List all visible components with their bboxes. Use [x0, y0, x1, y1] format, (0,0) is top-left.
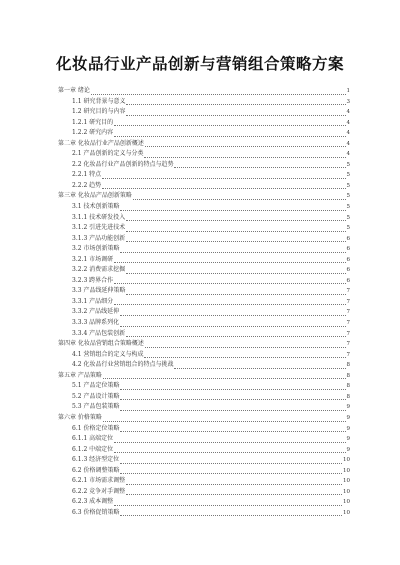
toc-entry-page-number: 7 — [346, 351, 350, 358]
toc-entry[interactable] — [58, 181, 350, 192]
toc-dot-leader — [133, 199, 346, 200]
toc-entry-page-number: 8 — [346, 362, 350, 369]
toc-entry-label: 4.1 营销组合的定义与构成 — [72, 350, 144, 358]
toc-entry[interactable] — [58, 255, 350, 266]
toc-entry[interactable] — [58, 97, 350, 108]
toc-dot-leader — [114, 136, 345, 137]
toc-entry-page-number: 4 — [346, 119, 350, 126]
toc-entry-label: 3.3.3 品牌系列化 — [72, 319, 120, 327]
toc-dot-leader — [114, 262, 345, 263]
toc-entry-label: 3.1.1 技术研发投入 — [72, 213, 126, 221]
toc-entry[interactable] — [58, 487, 350, 498]
toc-entry-page-number: 6 — [346, 256, 350, 263]
toc-entry-label: 6.1.3 经济型定位 — [72, 456, 120, 464]
toc-dot-leader — [114, 125, 345, 126]
toc-dot-leader — [114, 442, 345, 443]
toc-entry[interactable] — [58, 392, 350, 403]
toc-dot-leader — [174, 167, 345, 168]
toc-entry-page-number: 7 — [346, 320, 350, 327]
toc-dot-leader — [126, 104, 345, 105]
toc-entry[interactable] — [58, 307, 350, 318]
toc-entry[interactable] — [58, 118, 350, 129]
toc-entry-page-number: 6 — [346, 277, 350, 284]
toc-dot-leader — [126, 273, 345, 274]
toc-entry-page-number: 4 — [346, 130, 350, 137]
toc-entry-label: 1.1 研究背景与意义 — [72, 97, 126, 105]
toc-entry-page-number: 1 — [346, 88, 350, 94]
toc-entry-page-number: 7 — [346, 309, 350, 316]
toc-dot-leader — [174, 368, 345, 369]
toc-entry-label: 3.3.1 产品细分 — [72, 297, 114, 305]
toc-dot-leader — [126, 220, 345, 221]
toc-entry-page-number: 10 — [343, 488, 350, 495]
toc-dot-leader — [126, 231, 345, 232]
toc-entry-page-number: 9 — [346, 404, 350, 411]
toc-entry-label: 3.2.3 跨界合作 — [72, 276, 114, 284]
toc-dot-leader — [145, 347, 346, 348]
toc-entry-label: 2.2 化妆品行业产品创新的特点与趋势 — [72, 160, 174, 168]
toc-dot-leader — [144, 157, 345, 158]
toc-entry-label: 3.1.2 引进先进技术 — [72, 224, 126, 232]
toc-entry-label: 3.2.1 市场调研 — [72, 255, 114, 263]
toc-entry-label: 2.2.1 特点 — [72, 171, 102, 179]
toc-entry-label: 5.2 产品设计策略 — [72, 392, 120, 400]
toc-entry[interactable] — [58, 445, 350, 456]
toc-entry-label: 4.2 化妆品行业营销组合的特点与挑战 — [72, 361, 174, 369]
toc-entry-page-number: 10 — [343, 509, 350, 516]
toc-dot-leader — [126, 494, 342, 495]
toc-dot-leader — [103, 378, 346, 379]
toc-entry-page-number: 5 — [346, 182, 350, 189]
toc-entry-page-number: 9 — [346, 425, 350, 432]
toc-entry[interactable] — [58, 318, 350, 329]
toc-entry-label: 1.2.2 研究内容 — [72, 129, 114, 137]
toc-entry[interactable] — [58, 424, 350, 435]
toc-dot-leader — [145, 146, 346, 147]
toc-entry[interactable] — [58, 202, 350, 213]
toc-entry-page-number: 8 — [346, 383, 350, 390]
toc-dot-leader — [120, 399, 345, 400]
toc-dot-leader — [114, 283, 345, 284]
toc-entry-page-number: 4 — [346, 140, 350, 147]
toc-entry-label: 3.1 技术创新策略 — [72, 203, 120, 211]
toc-dot-leader — [114, 505, 342, 506]
toc-entry-label: 3.2 市场创新策略 — [72, 245, 120, 253]
toc-entry-label: 2.2.2 趋势 — [72, 181, 102, 189]
toc-entry-label: 6.2 价格调整策略 — [72, 466, 120, 474]
toc-entry[interactable] — [58, 476, 350, 487]
toc-entry-page-number: 9 — [346, 446, 350, 453]
toc-dot-leader — [126, 484, 342, 485]
toc-entry-label: 6.2.1 市场需求调整 — [72, 477, 126, 485]
toc-entry-page-number: 5 — [346, 172, 350, 179]
toc-entry-page-number: 10 — [343, 478, 350, 485]
toc-entry[interactable] — [58, 276, 350, 287]
toc-entry-page-number: 6 — [346, 235, 350, 242]
toc-dot-leader — [91, 94, 346, 95]
toc-dot-leader — [144, 357, 345, 358]
toc-entry[interactable] — [58, 170, 350, 181]
toc-entry-label: 5.3 产品包装策略 — [72, 403, 120, 411]
toc-dot-leader — [102, 188, 345, 189]
toc-entry-label: 1.2.1 研究目的 — [72, 118, 114, 126]
toc-dot-leader — [120, 389, 345, 390]
toc-entry-page-number: 10 — [343, 467, 350, 474]
toc-entry-page-number: 5 — [346, 193, 350, 200]
toc-entry-label: 5.1 产品定位策略 — [72, 382, 120, 390]
toc-entry-page-number: 7 — [346, 330, 350, 337]
toc-entry[interactable] — [58, 455, 350, 466]
toc-dot-leader — [120, 252, 345, 253]
toc-entry-label: 第二章 化妆品行业产品创新概述 — [58, 139, 144, 147]
toc-entry[interactable] — [58, 139, 350, 150]
toc-entry-label: 第四章 化妆品营销组合策略概述 — [58, 340, 144, 348]
toc-entry-label: 第六章 价格策略 — [58, 413, 102, 421]
toc-entry[interactable] — [58, 297, 350, 308]
toc-entry-page-number: 8 — [346, 372, 350, 379]
toc-entry[interactable] — [58, 265, 350, 276]
toc-entry-label: 1.2 研究目的与内容 — [72, 108, 126, 116]
toc-entry[interactable] — [58, 381, 350, 392]
toc-entry-label: 6.1.2 中端定位 — [72, 445, 114, 453]
toc-entry[interactable] — [58, 350, 350, 361]
toc-entry[interactable] — [58, 508, 350, 519]
toc-dot-leader — [120, 431, 345, 432]
toc-entry[interactable] — [58, 191, 350, 202]
toc-entry-label: 6.3 价格促销策略 — [72, 508, 120, 516]
toc-entry-page-number: 3 — [346, 98, 350, 105]
toc-entry-page-number: 7 — [346, 341, 350, 348]
toc-entry-page-number: 5 — [346, 225, 350, 232]
toc-dot-leader — [126, 115, 345, 116]
toc-entry[interactable] — [58, 128, 350, 139]
toc-entry-label: 6.2.2 竞争对手调整 — [72, 487, 126, 495]
toc-dot-leader — [103, 421, 346, 422]
toc-entry[interactable] — [58, 434, 350, 445]
toc-entry-page-number: 6 — [346, 246, 350, 253]
toc-entry-page-number: 10 — [343, 457, 350, 464]
toc-entry[interactable] — [58, 339, 350, 350]
toc-entry-label: 第五章 产品策略 — [58, 371, 102, 379]
toc-dot-leader — [120, 315, 345, 316]
toc-entry[interactable] — [58, 223, 350, 234]
toc-entry-page-number: 10 — [343, 499, 350, 506]
toc-dot-leader — [114, 452, 345, 453]
toc-dot-leader — [120, 515, 342, 516]
toc-dot-leader — [126, 241, 345, 242]
toc-entry-page-number: 7 — [346, 298, 350, 305]
toc-entry-label: 3.3.4 产品包装创新 — [72, 329, 126, 337]
toc-entry-label: 第三章 化妆品产品创新策略 — [58, 192, 132, 200]
toc-entry-page-number: 7 — [346, 288, 350, 295]
toc-dot-leader — [114, 304, 345, 305]
toc-dot-leader — [120, 326, 345, 327]
toc-dot-leader — [126, 294, 345, 295]
toc-entry-label: 3.1.3 产品功能创新 — [72, 234, 126, 242]
toc-entry[interactable] — [58, 466, 350, 477]
toc-entry-page-number: 6 — [346, 267, 350, 274]
toc-dot-leader — [120, 463, 342, 464]
toc-entry-label: 6.2.3 成本调整 — [72, 498, 114, 506]
toc-entry[interactable] — [58, 244, 350, 255]
toc-dot-leader — [120, 473, 342, 474]
toc-entry[interactable] — [58, 413, 350, 424]
toc-entry-label: 3.3.2 产品线延伸 — [72, 308, 120, 316]
toc-entry[interactable] — [58, 329, 350, 340]
toc-entry-page-number: 5 — [346, 214, 350, 221]
toc-entry-page-number: 4 — [346, 109, 350, 116]
toc-dot-leader — [102, 178, 345, 179]
toc-entry[interactable] — [58, 149, 350, 160]
toc-entry[interactable] — [58, 234, 350, 245]
toc-entry-page-number: 9 — [346, 436, 350, 443]
toc-entry-label: 第一章 绪论 — [58, 87, 90, 94]
toc-entry-page-number: 4 — [346, 151, 350, 158]
toc-dot-leader — [120, 210, 345, 211]
toc-entry-page-number: 5 — [346, 161, 350, 168]
toc-entry[interactable] — [58, 286, 350, 297]
document-title: 化妆品行业产品创新与营销组合策略方案 — [55, 55, 344, 73]
toc-dot-leader — [120, 410, 345, 411]
toc-entry-label: 6.1.1 高端定位 — [72, 435, 114, 443]
toc-entry[interactable] — [58, 497, 350, 508]
toc-entry[interactable] — [58, 107, 350, 118]
toc-entry-label: 3.3 产品线延伸策略 — [72, 287, 126, 295]
table-of-contents — [58, 86, 350, 518]
toc-entry-label: 2.1 产品创新的定义与分类 — [72, 150, 144, 158]
toc-entry-page-number: 9 — [346, 414, 350, 421]
toc-entry[interactable] — [58, 360, 350, 371]
toc-entry[interactable] — [58, 86, 350, 97]
toc-entry-label: 3.2.2 消费需求挖掘 — [72, 266, 126, 274]
toc-entry-page-number: 8 — [346, 393, 350, 400]
toc-entry-page-number: 5 — [346, 204, 350, 211]
toc-entry[interactable] — [58, 213, 350, 224]
toc-dot-leader — [126, 336, 345, 337]
toc-entry[interactable] — [58, 371, 350, 382]
toc-entry[interactable] — [58, 402, 350, 413]
toc-entry-label: 6.1 价格定位策略 — [72, 424, 120, 432]
toc-entry[interactable] — [58, 160, 350, 171]
